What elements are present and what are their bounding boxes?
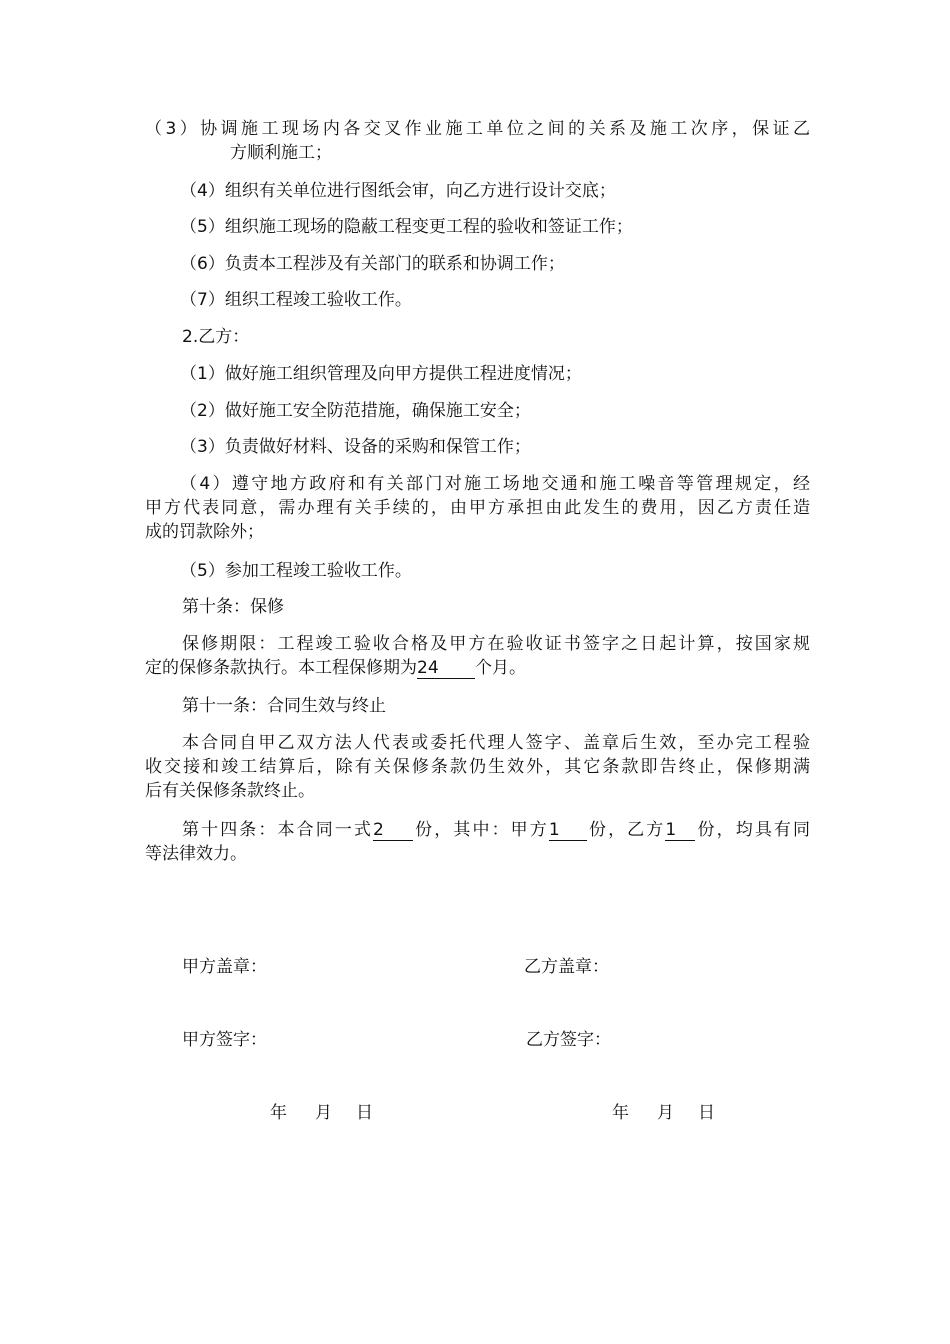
party-a-duty-7: （7）组织工程竣工验收工作。 (180, 290, 412, 310)
party-a-seal-label: 甲方盖章： (182, 957, 267, 977)
month-label: 月 (657, 1103, 674, 1123)
article-10-line1: 保修期限：工程竣工验收合格及甲方在验收证书签字之日起计算，按国家规 (182, 634, 810, 654)
party-b-date (612, 1102, 715, 1125)
article-14-line2: 等法律效力。 (145, 844, 247, 864)
day-label: 日 (356, 1103, 373, 1123)
party-a-duty-5: （5）组织施工现场的隐蔽工程变更工程的验收和签证工作； (180, 217, 633, 237)
month-label: 月 (315, 1103, 332, 1123)
party-b-duty-2: （2）做好施工安全防范措施，确保施工安全； (180, 401, 531, 421)
party-b-duty-5: （5）参加工程竣工验收工作。 (180, 561, 412, 581)
article-14-line1: 第十四条：本合同一式2 份，其中：甲方1 份，乙方1 份，均具有同 (182, 820, 811, 840)
party-a-copies: 1 (549, 820, 587, 841)
party-a-duty-3-cont: 方顺利施工； (230, 143, 332, 163)
article-10-line2: 定的保修条款执行。本工程保修期为24 个月。 (145, 658, 526, 678)
party-b-duty-4-line2: 甲方代表同意，需办理有关手续的，由甲方承担由此发生的费用，因乙方责任造 (145, 498, 810, 518)
party-b-duty-4: （4）遵守地方政府和有关部门对施工场地交通和施工噪音等管理规定，经 (180, 474, 810, 494)
party-a-duty-4: （4）组织有关单位进行图纸会审，向乙方进行设计交底； (180, 181, 616, 201)
year-label: 年 (270, 1103, 287, 1123)
party-a-duty-3: （3）协调施工现场内各交叉作业施工单位之间的关系及施工次序，保证乙 (145, 119, 810, 139)
party-a-sign-label: 甲方签字： (182, 1030, 267, 1050)
party-b-sign-label: 乙方签字： (526, 1030, 611, 1050)
day-label: 日 (698, 1103, 715, 1123)
party-a-date (270, 1102, 373, 1125)
total-copies: 2 (373, 820, 413, 841)
party-b-duty-3: （3）负责做好材料、设备的采购和保管工作； (180, 437, 531, 457)
party-b-heading: 2.乙方： (182, 327, 250, 347)
year-label: 年 (612, 1103, 629, 1123)
warranty-months: 24 (417, 658, 475, 679)
party-b-seal-label: 乙方盖章： (524, 957, 609, 977)
party-b-duty-4-line3: 成的罚款除外； (145, 522, 264, 542)
article-11-line1: 本合同自甲乙双方法人代表或委托代理人签字、盖章后生效，至办完工程验 (182, 733, 810, 753)
party-b-copies: 1 (665, 820, 695, 841)
party-a-duty-6: （6）负责本工程涉及有关部门的联系和协调工作； (180, 254, 565, 274)
party-b-duty-1: （1）做好施工组织管理及向甲方提供工程进度情况； (180, 364, 582, 384)
article-11-line3: 后有关保修条款终止。 (145, 781, 315, 801)
article-10-heading: 第十条：保修 (182, 597, 284, 617)
article-11-line2: 收交接和竣工结算后，除有关保修条款仍生效外，其它条款即告终止，保修期满 (145, 757, 810, 777)
article-11-heading: 第十一条：合同生效与终止 (182, 696, 386, 716)
